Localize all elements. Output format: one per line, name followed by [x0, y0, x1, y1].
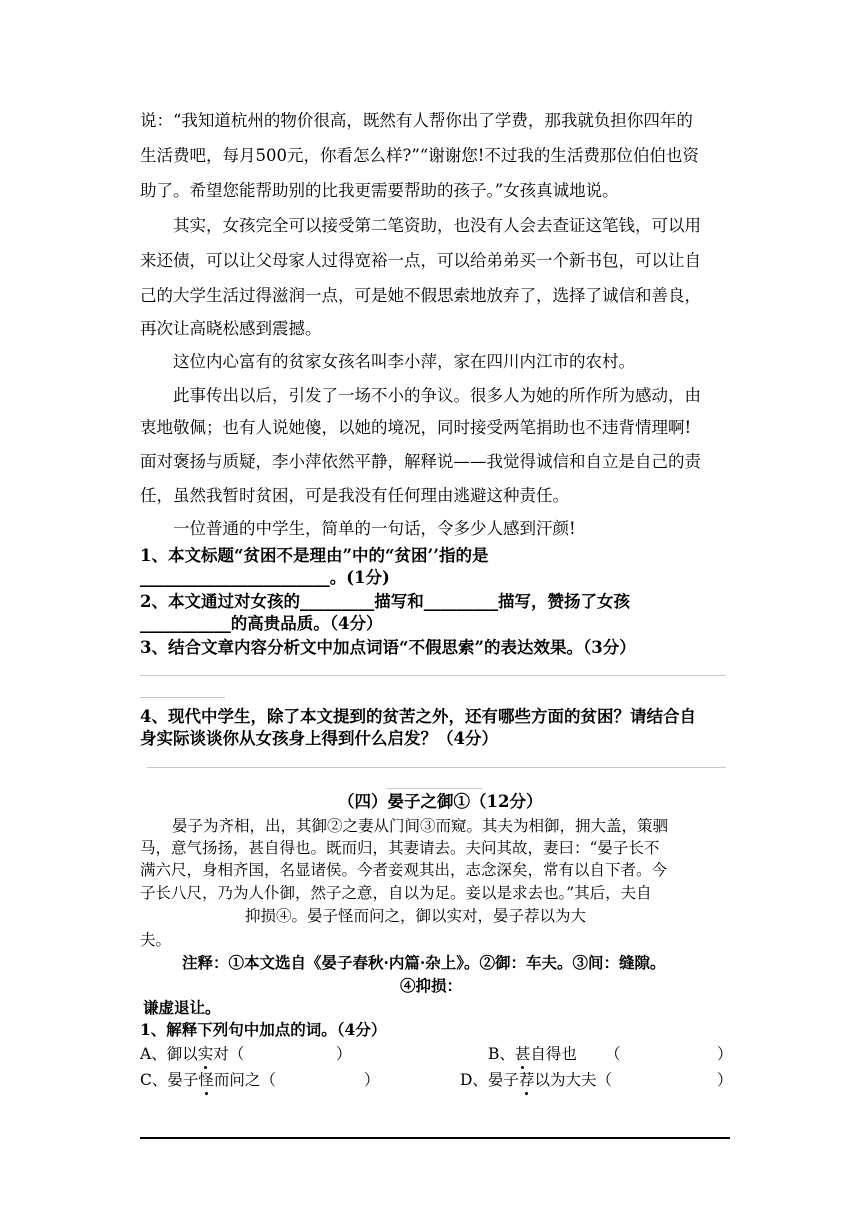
- classical-text-line: 夫。: [140, 931, 172, 949]
- passage-line: 一位普通的中学生，简单的一句话，令多少人感到汗颜!: [173, 519, 576, 538]
- answer-blank: ___________: [140, 614, 231, 633]
- option-d: [460, 1070, 612, 1090]
- answer-line: [140, 675, 726, 676]
- classical-text-line: 满六尺，身相齐国，名显诸侯。今者妾观其出，志念深矣，常有以自下者。今: [140, 861, 668, 879]
- answer-line: [140, 697, 225, 698]
- option-text: C、晏子: [140, 1071, 199, 1089]
- passage-line: 再次让高晓松感到震撼。: [140, 319, 322, 338]
- passage-line: 面对褒扬与质疑，李小萍依然平静，解释说——我觉得诚信和自立是自己的责: [140, 452, 701, 471]
- option-text: D、晏子: [460, 1071, 519, 1089]
- question-4-text: 4、现代中学生，除了本文提到的贫苦之外，还有哪些方面的贫困？请结合自: [140, 707, 696, 726]
- passage-line: 衷地敬佩；也有人说她傻，以她的境况，同时接受两笔捐助也不违背情理啊!: [140, 418, 692, 437]
- option-text: A、御以: [140, 1045, 198, 1063]
- answer-line: [147, 767, 726, 768]
- option-b-close: ）: [717, 1045, 733, 1063]
- answer-blank: _________: [423, 592, 498, 611]
- annotation-note: 谦虚退让。: [143, 998, 221, 1017]
- answer-line: [387, 788, 482, 789]
- question-2-text: 描写，赞扬了女孩: [497, 592, 630, 611]
- classical-text-line: 晏子为齐相，出，其御②之妻从门间③而窥。其夫为相御，拥大盖，策驷: [172, 817, 669, 835]
- option-text: 而问之（: [213, 1071, 276, 1089]
- option-a: [140, 1044, 244, 1064]
- sub-question-1: 1、解释下列句中加点的词。（4分）: [140, 1020, 387, 1039]
- option-text: 自得也: [530, 1045, 577, 1063]
- section-title: （四）晏子之御①（12分）: [338, 792, 543, 811]
- passage-line: 生活费吧，每月500元，你看怎么样?”“谢谢您!不过我的生活费那位伯伯也资: [140, 146, 699, 165]
- classical-text-line: 抑损④。晏子怪而问之，御以实对，晏子荐以为大: [245, 907, 587, 925]
- question-1-blank: _______________________。(1分): [140, 568, 390, 587]
- option-c-close: ）: [364, 1071, 380, 1089]
- question-2-line-1: [140, 592, 630, 612]
- passage-line: 助了。希望您能帮助别的比我更需要帮助的孩子。”女孩真诚地说。: [140, 181, 619, 200]
- option-b: [488, 1044, 577, 1064]
- annotation-note: ④抑损：: [400, 976, 463, 995]
- bottom-rule: [140, 1137, 730, 1139]
- passage-line: 说：“我知道杭州的物价很高，既然有人帮你出了学费，那我就负担你四年的: [140, 111, 693, 130]
- option-text: 对（: [213, 1045, 245, 1063]
- option-d-close: ）: [717, 1071, 733, 1089]
- passage-line: 此事传出以后，引发了一场不小的争议。很多人为她的所作所为感动，由: [173, 386, 701, 405]
- question-2-line-2: [140, 614, 382, 634]
- question-1-text: 1、本文标题“贫困不是理由”中的“贫困’’指的是: [140, 546, 489, 565]
- option-text: B、: [488, 1045, 515, 1063]
- option-text: 以为大夫（: [534, 1071, 612, 1089]
- dotted-word: 甚: [514, 1045, 531, 1063]
- question-2-text: 描写和: [374, 592, 424, 611]
- dotted-word: 怪: [198, 1071, 214, 1089]
- classical-text-line: 子长八尺，乃为人仆御，然子之意，自以为足。妾以是求去也。”其后，夫自: [140, 884, 652, 902]
- passage-line: 来还债，可以让父母家人过得宽裕一点，可以给弟弟买一个新书包，可以让自: [140, 251, 701, 270]
- classical-text-line: 马，意气扬扬，甚自得也。既而归，其妻请去。夫问其故，妻曰：“晏子长不: [140, 839, 660, 857]
- question-3-text: 3、结合文章内容分析文中加点词语“不假思索”的表达效果。（3分）: [140, 638, 636, 657]
- dotted-word: 实: [197, 1045, 214, 1063]
- question-4-text: 身实际谈谈你从女孩身上得到什么启发？（4分）: [140, 729, 498, 748]
- passage-line: 己的大学生活过得滋润一点，可是她不假思索地放弃了，选择了诚信和善良，: [140, 286, 701, 305]
- passage-line: 这位内心富有的贫家女孩名叫李小萍，家在四川内江市的农村。: [173, 352, 635, 371]
- question-2-text: 2、本文通过对女孩的: [140, 592, 300, 611]
- passage-line: 任，虽然我暂时贫困，可是我没有任何理由逃避这种责任。: [140, 486, 569, 505]
- option-b-open: （: [605, 1045, 621, 1063]
- passage-line: 其实，女孩完全可以接受第二笔资助，也没有人会去查证这笔钱，可以用: [173, 216, 701, 235]
- option-a-close: ）: [336, 1045, 352, 1063]
- answer-blank: _________: [299, 592, 375, 611]
- dotted-word: 荐: [518, 1071, 535, 1089]
- annotation-note: 注释：①本文选自《晏子春秋·内篇·杂上》。②御：车夫。③间：缝隙。: [182, 953, 666, 972]
- option-c: [140, 1070, 276, 1090]
- question-2-text: 的高贵品质。（4分）: [230, 614, 383, 633]
